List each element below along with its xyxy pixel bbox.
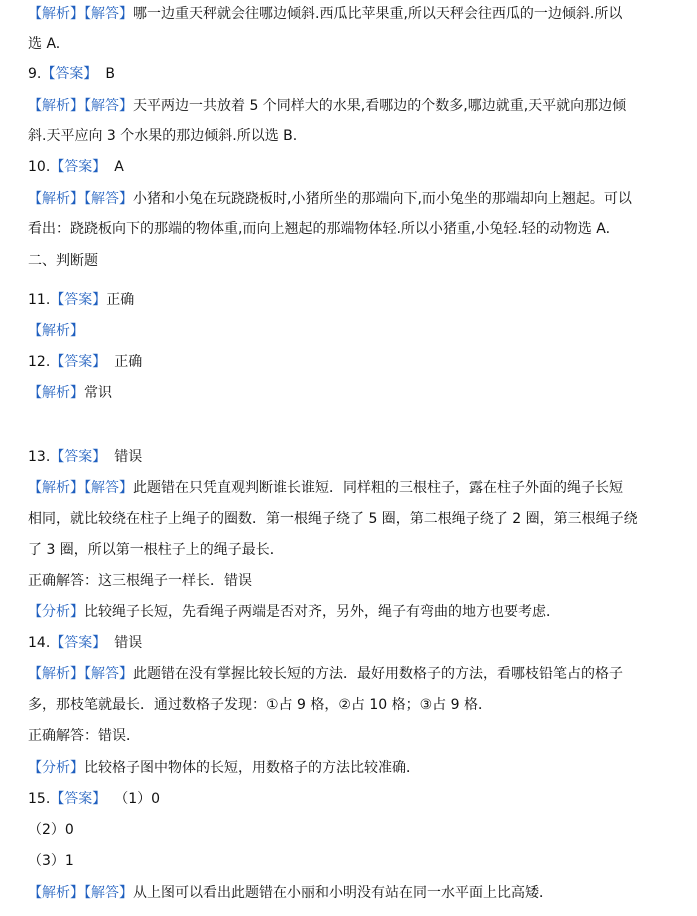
answer-line <box>28 157 124 177</box>
text-line <box>28 34 60 54</box>
solution-tag: 【解答】 <box>84 666 133 682</box>
question-number: 10. <box>28 159 51 175</box>
section-heading <box>28 251 98 271</box>
analysis-tag: 【解析】 <box>28 323 84 339</box>
body-text: 天平两边一共放着 5 个同样大的水果,看哪边的个数多,哪边就重,天平就向那边倾 <box>133 98 627 114</box>
solution-tag: 【解答】 <box>84 480 133 496</box>
answer-value: 错误 <box>114 449 143 465</box>
analysis-line <box>28 664 623 684</box>
analysis-line <box>28 478 623 498</box>
body-text: （3）1 <box>28 853 74 869</box>
analysis-tag: 【解析】 <box>28 98 84 114</box>
answer-value: 错误 <box>114 635 143 651</box>
body-text: 小猪和小兔在玩跷跷板时,小猪所坐的那端向下,而小兔坐的那端却向上翘起。可以 <box>133 191 632 207</box>
answer-line <box>28 290 134 310</box>
analysis-tag: 【解析】 <box>28 6 84 22</box>
question-number: 15. <box>28 791 51 807</box>
analysis-summary-tag: 【分析】 <box>28 604 84 620</box>
body-text: 比较格子图中物体的长短，用数格子的方法比较准确． <box>84 760 420 776</box>
body-text: 多，那枝笔就最长．通过数格子发现：①占 9 格，②占 10 格；③占 9 格． <box>28 697 492 713</box>
analysis-line <box>28 883 553 903</box>
question-number: 11. <box>28 292 51 308</box>
text-line <box>28 571 252 591</box>
solution-tag: 【解答】 <box>84 6 133 22</box>
analysis-line <box>28 189 632 209</box>
body-text: 斜.天平应向 3 个水果的那边倾斜.所以选 B. <box>28 128 298 144</box>
answer-value: A <box>114 159 124 175</box>
answer-tag: 【答案】 <box>50 354 107 370</box>
text-line <box>28 509 638 529</box>
question-number: 14. <box>28 635 51 651</box>
body-text: 相同，就比较绕在柱子上绳子的圈数．第一根绳子绕了 5 圈，第二根绳子绕了 2 圈，第三根绳子绕 <box>28 511 638 527</box>
body-text: 常识 <box>84 385 112 401</box>
answer-tag: 【答案】 <box>50 449 107 465</box>
analysis-tag: 【解析】 <box>28 666 84 682</box>
analysis-line <box>28 321 84 341</box>
answer-tag: 【答案】 <box>41 66 98 82</box>
answer-tag: 【答案】 <box>50 292 107 308</box>
analysis-tag: 【解析】 <box>28 385 84 401</box>
answer-tag: 【答案】 <box>50 791 107 807</box>
body-text: 了 3 圈，所以第一根柱子上的绳子最长． <box>28 542 284 558</box>
body-text: 正确解答：错误． <box>28 728 140 744</box>
body-text: 从上图可以看出此题错在小丽和小明没有站在同一水平面上比高矮． <box>133 885 553 901</box>
solution-tag: 【解答】 <box>84 98 133 114</box>
text-line <box>28 219 610 239</box>
question-number: 13. <box>28 449 51 465</box>
text-line <box>28 851 74 871</box>
text-line <box>28 695 492 715</box>
body-text: 哪一边重天秤就会往哪边倾斜.西瓜比苹果重,所以天秤会往西瓜的一边倾斜.所以 <box>133 6 623 22</box>
question-number: 9. <box>28 66 42 82</box>
analysis-summary-tag: 【分析】 <box>28 760 84 776</box>
body-text: 正确解答：这三根绳子一样长．错误 <box>28 573 252 589</box>
analysis-line <box>28 758 420 778</box>
answer-value: 正确 <box>106 292 135 308</box>
text-line <box>28 726 140 746</box>
analysis-tag: 【解析】 <box>28 191 84 207</box>
answer-line <box>28 633 142 653</box>
text-line <box>28 126 297 146</box>
section-title: 二、判断题 <box>28 253 98 269</box>
analysis-line <box>28 96 626 116</box>
question-number: 12. <box>28 354 51 370</box>
body-text: 看出：跷跷板向下的那端的物体重,而向上翘起的那端物体轻.所以小猪重,小兔轻.轻的动物选 A. <box>28 221 611 237</box>
analysis-tag: 【解析】 <box>28 480 84 496</box>
body-text: 此题错在只凭直观判断谁长谁短．同样粗的三根柱子，露在柱子外面的绳子长短 <box>133 480 623 496</box>
solution-tag: 【解答】 <box>84 191 133 207</box>
text-line <box>28 540 284 560</box>
answer-value: 正确 <box>114 354 143 370</box>
text-line <box>28 820 74 840</box>
analysis-line <box>28 383 112 403</box>
body-text: 选 A. <box>28 36 61 52</box>
analysis-line <box>28 4 622 24</box>
answer-line <box>28 447 142 467</box>
body-text: （2）0 <box>28 822 74 838</box>
answer-line <box>28 64 115 84</box>
answer-value: （1）0 <box>114 791 161 807</box>
body-text: 此题错在没有掌握比较长短的方法．最好用数格子的方法，看哪枝铅笔占的格子 <box>133 666 623 682</box>
analysis-line <box>28 602 560 622</box>
analysis-tag: 【解析】 <box>28 885 84 901</box>
answer-tag: 【答案】 <box>50 159 107 175</box>
answer-line <box>28 789 160 809</box>
answer-line <box>28 352 142 372</box>
solution-tag: 【解答】 <box>84 885 133 901</box>
answer-value: B <box>105 66 115 82</box>
answer-tag: 【答案】 <box>50 635 107 651</box>
body-text: 比较绳子长短，先看绳子两端是否对齐，另外，绳子有弯曲的地方也要考虑． <box>84 604 560 620</box>
